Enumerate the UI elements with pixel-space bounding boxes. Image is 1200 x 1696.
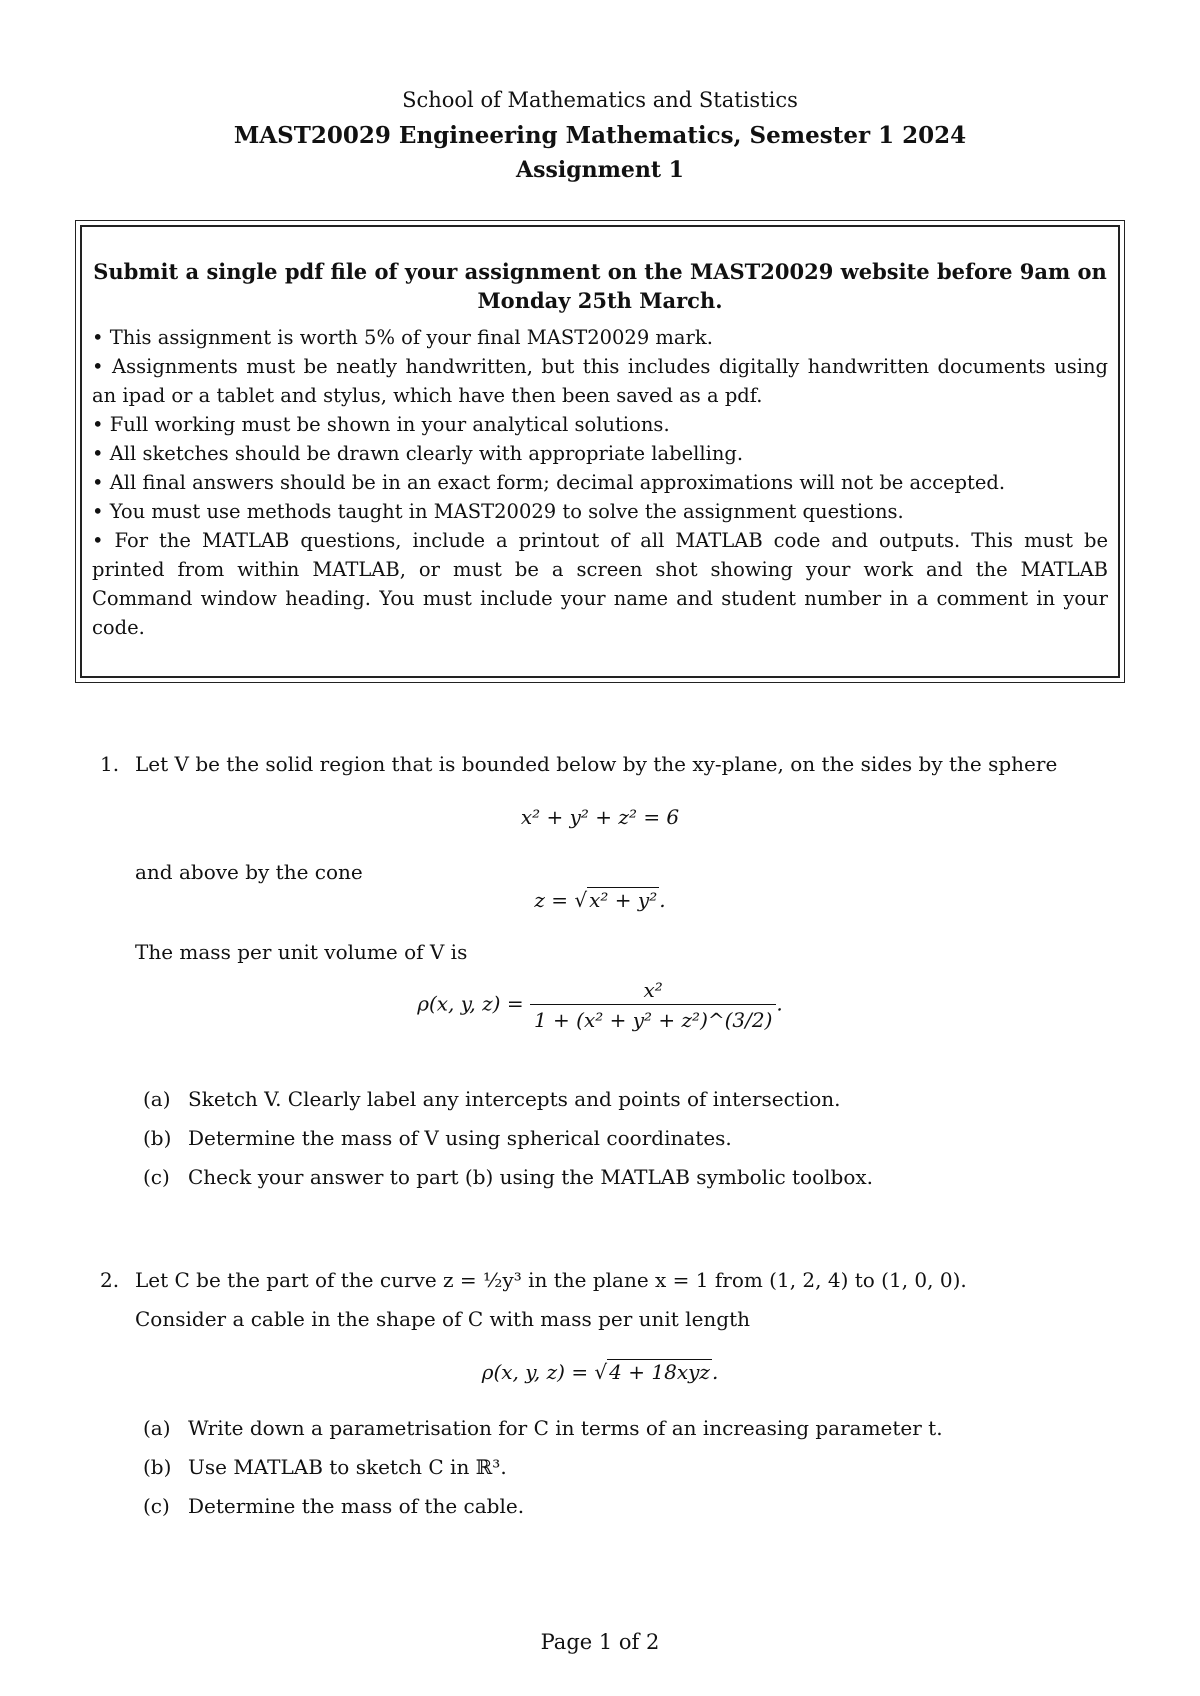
q2-part-c xyxy=(143,1494,524,1518)
instruction-item: • This assignment is worth 5% of your final MAST20029 mark. xyxy=(92,326,713,349)
instruction-item: • All final answers should be in an exact form; decimal approximations will not be accepted. xyxy=(92,471,1006,494)
sphere-equation: x² + y² + z² = 6 xyxy=(520,805,680,829)
school-name: School of Mathematics and Statistics xyxy=(402,88,798,112)
cable-density-end: . xyxy=(711,1360,719,1384)
part-text: Determine the mass of the cable. xyxy=(188,1494,525,1518)
cone-text: and above by the cone xyxy=(135,860,363,884)
question-2-intro: Let C be the part of the curve z = ½y³ in the plane x = 1 from (1, 2, 4) to (1, 0, 0). xyxy=(135,1268,967,1292)
instruction-list xyxy=(92,323,1108,642)
course-title: MAST20029 Engineering Mathematics, Semester 1 2024 xyxy=(233,122,967,149)
q2-part-a xyxy=(143,1416,943,1440)
part-text: Write down a parametrisation for C in terms of an increasing parameter t. xyxy=(188,1416,943,1440)
density-text: The mass per unit volume of V is xyxy=(135,940,468,964)
q1-part-b xyxy=(143,1126,732,1150)
instruction-item: • Assignments must be neatly handwritten, but this includes digitally handwritten documents using an ipad or a tablet and stylus, which have then been saved as a pdf. xyxy=(92,355,1108,407)
part-text: Check your answer to part (b) using the MATLAB symbolic toolbox. xyxy=(188,1165,874,1189)
question-2-number: 2. xyxy=(100,1268,120,1292)
part-text: Use MATLAB to sketch C in ℝ³. xyxy=(188,1455,507,1479)
instruction-item: • You must use methods taught in MAST20029 to solve the assignment questions. xyxy=(92,500,904,523)
density-end: . xyxy=(776,991,783,1016)
part-label: (b) xyxy=(143,1455,172,1479)
instruction-item: • For the MATLAB questions, include a printout of all MATLAB code and outputs. This must be printed from within MATLAB, or must be a screen shot showing your work and the MATLAB Command window heading. You must include your name and student number in a comment in your code. xyxy=(92,529,1108,639)
question-1-intro: Let V be the solid region that is bounded below by the xy-plane, on the sides by the sphere xyxy=(135,752,1058,776)
instruction-item: • All sketches should be drawn clearly with appropriate labelling. xyxy=(92,442,744,465)
question-1-number: 1. xyxy=(100,752,120,776)
q1-part-a xyxy=(143,1087,841,1111)
q2-part-b xyxy=(143,1455,507,1479)
cone-radicand: x² + y² xyxy=(589,888,658,912)
cable-density-radicand: 4 + 18xyz xyxy=(609,1360,710,1384)
part-label: (c) xyxy=(143,1165,170,1189)
part-label: (a) xyxy=(143,1087,171,1111)
question-2-line2: Consider a cable in the shape of C with mass per unit length xyxy=(135,1307,751,1331)
assignment-title: Assignment 1 xyxy=(516,157,684,183)
submission-instruction: Submit a single pdf file of your assignment on the MAST20029 website before 9am on Monday 25th March. xyxy=(93,259,1107,313)
cone-end: . xyxy=(659,888,666,912)
density-equation xyxy=(0,978,1200,1032)
part-label: (c) xyxy=(143,1494,170,1518)
cone-lhs: z = √ xyxy=(534,888,588,912)
cable-density-equation xyxy=(0,1360,1200,1384)
part-label: (a) xyxy=(143,1416,171,1440)
density-denominator: 1 + (x² + y² + z²)^(3/2) xyxy=(533,1008,773,1032)
cone-equation xyxy=(0,888,1200,912)
page-number: Page 1 of 2 xyxy=(540,1630,660,1654)
q1-part-c xyxy=(143,1165,873,1189)
density-numerator: x² xyxy=(530,978,776,1005)
part-label: (b) xyxy=(143,1126,172,1150)
cable-density-lhs: ρ(x, y, z) = √ xyxy=(481,1360,608,1384)
part-text: Sketch V. Clearly label any intercepts and points of intersection. xyxy=(188,1087,841,1111)
instruction-item: • Full working must be shown in your analytical solutions. xyxy=(92,413,670,436)
instructions-box xyxy=(75,220,1125,683)
density-lhs: ρ(x, y, z) = xyxy=(417,991,524,1016)
part-text: Determine the mass of V using spherical coordinates. xyxy=(188,1126,732,1150)
